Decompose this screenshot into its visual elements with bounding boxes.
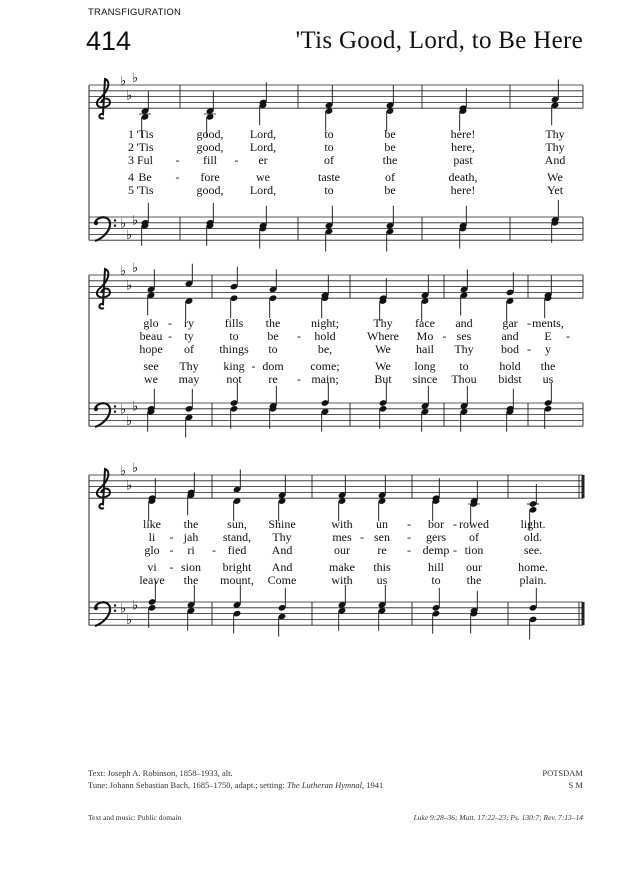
lyric-syllable: Ful (136, 153, 154, 167)
lyric-syllable: gar (502, 316, 518, 330)
lyric-hyphen: - (527, 316, 531, 330)
lyric-syllable: er (258, 153, 268, 167)
lyric-syllable: 'Tis (136, 183, 154, 197)
lyric-syllable: taste (318, 170, 340, 184)
lyric-syllable: fore (200, 170, 220, 184)
lyric-syllable: Where (367, 329, 399, 343)
lyric-syllable: E (544, 329, 552, 343)
lyric-syllable: hold (499, 359, 521, 373)
lyric-syllable: our (466, 560, 482, 574)
lyric-syllable: come; (310, 359, 340, 373)
lyric-syllable: hope (139, 342, 163, 356)
lyric-syllable: sen (374, 530, 390, 544)
lyric-hyphen: - (234, 153, 239, 167)
lyric-hyphen: - (453, 543, 457, 557)
lyric-syllable: to (229, 329, 239, 343)
flat-icon: ♭ (126, 278, 133, 294)
lyric-syllable: stand, (222, 530, 252, 544)
lyric-syllable: fied (227, 543, 247, 557)
bass-clef-icon (95, 217, 110, 241)
lyric-syllable: and (455, 316, 473, 330)
lyric-syllable: of (469, 530, 479, 544)
lyric-syllable: of (324, 153, 334, 167)
lyric-syllable: ses (456, 329, 472, 343)
lyric-syllable: glo (143, 316, 159, 330)
lyric-syllable: face (415, 316, 435, 330)
lyric-hyphen: - (407, 530, 411, 544)
lyric-syllable: mes (332, 530, 352, 544)
lyric-syllable: with (331, 573, 353, 587)
lyric-syllable: Thy (272, 530, 292, 544)
lyric-syllable: death, (448, 170, 478, 184)
lyric-syllable: see. (523, 543, 543, 557)
lyric-syllable: old. (523, 530, 543, 544)
hymn-title: 'Tis Good, Lord, to Be Here (295, 27, 583, 54)
lyric-syllable: hail (416, 342, 434, 356)
lyric-syllable: good, (196, 183, 224, 197)
lyric-hyphen: - (442, 329, 447, 343)
lyric-syllable: bor (428, 517, 444, 531)
lyric-hyphen: - (175, 170, 180, 184)
lyric-syllable: to (268, 342, 278, 356)
lyric-syllable: the (183, 573, 199, 587)
lyric-hyphen: - (169, 543, 174, 557)
lyric-syllable: bright (222, 560, 252, 574)
lyric-syllable: Yet (546, 183, 564, 197)
lyric-syllable: of (385, 170, 395, 184)
bass-clef-dot (114, 411, 116, 413)
lyric-syllable: Thy (454, 342, 474, 356)
scripture-text: Luke 9:28–36; Matt. 17:22–23; Ps. 130:7; Rev. 7:13–14 (413, 813, 583, 822)
lyric-syllable: king (223, 359, 245, 373)
lyric-syllable: be (384, 127, 396, 141)
lyric-syllable: ments, (532, 316, 564, 330)
lyric-syllable: leave (139, 573, 165, 587)
lyric-syllable: bidst (498, 372, 522, 386)
lyric-syllable: We (375, 342, 391, 356)
lyric-syllable: gers (426, 530, 446, 544)
bass-clef-dot (94, 606, 98, 610)
lyric-syllable: the (265, 316, 281, 330)
lyric-syllable: hold (314, 329, 336, 343)
lyric-hyphen: - (168, 316, 172, 330)
lyric-syllable: we (144, 372, 158, 386)
verse-number: 4 (128, 170, 134, 184)
lyric-syllable: Thy (545, 140, 565, 154)
flat-icon: ♭ (132, 213, 139, 229)
lyric-syllable: the (540, 359, 556, 373)
lyric-hyphen: - (169, 530, 174, 544)
lyric-syllable: Thy (373, 316, 393, 330)
bass-clef-dot (94, 407, 98, 411)
lyric-syllable: night; (310, 316, 340, 330)
lyric-syllable: long (414, 359, 436, 373)
lyric-syllable: past (453, 153, 473, 167)
lyric-syllable: Mo (416, 329, 434, 343)
lyric-syllable: Lord, (249, 127, 277, 141)
lyric-hyphen: - (360, 530, 364, 544)
flat-icon: ♭ (126, 478, 133, 494)
flat-icon: ♭ (120, 601, 127, 617)
lyric-hyphen: - (566, 329, 570, 343)
verse-number: 1 (128, 127, 134, 141)
lyric-syllable: re (268, 372, 278, 386)
lyric-syllable: since (412, 372, 438, 386)
bass-clef-icon (95, 602, 110, 626)
flat-icon: ♭ (132, 399, 139, 415)
lyric-syllable: not (226, 372, 242, 386)
lyric-syllable: to (324, 127, 334, 141)
flat-icon: ♭ (126, 613, 133, 629)
lyric-syllable: to (324, 140, 334, 154)
lyric-syllable: li (148, 530, 156, 544)
flat-icon: ♭ (132, 598, 139, 614)
meter: S M (568, 780, 583, 790)
lyric-syllable: 'Tis (136, 140, 154, 154)
lyric-syllable: the (183, 517, 199, 531)
lyric-syllable: ri (187, 543, 195, 557)
lyric-syllable: re (377, 543, 387, 557)
lyric-syllable: home. (518, 560, 548, 574)
lyric-syllable: glo (144, 543, 160, 557)
tune-credit-prefix: Tune: Johann Sebastian Bach, 1685–1750, adapt.; setting: (88, 780, 287, 790)
lyric-syllable: and (501, 329, 519, 343)
section-heading: TRANSFIGURATION (88, 7, 182, 18)
flat-icon: ♭ (120, 74, 127, 90)
bass-clef-dot (114, 610, 116, 612)
lyric-hyphen: - (453, 517, 457, 531)
flat-icon: ♭ (132, 261, 139, 277)
lyric-syllable: jah (183, 530, 199, 544)
verse-number: 3 (128, 153, 134, 167)
lyric-syllable: may (178, 372, 200, 386)
lyric-syllable: things (219, 342, 249, 356)
lyric-hyphen: - (168, 329, 172, 343)
lyric-syllable: us (376, 573, 388, 587)
lyric-syllable: to (459, 359, 469, 373)
flat-icon: ♭ (120, 216, 127, 232)
lyric-syllable: demp (422, 543, 450, 557)
lyric-syllable: bod (501, 342, 519, 356)
lyric-syllable: un (376, 517, 388, 531)
lyric-syllable: fill (203, 153, 217, 167)
lyric-syllable: to (324, 183, 334, 197)
lyric-syllable: dom (262, 359, 284, 373)
lyric-syllable: Thy (545, 127, 565, 141)
lyric-syllable: ry (184, 316, 194, 330)
tune-credit-year: , 1941 (362, 780, 384, 790)
bass-clef-dot (94, 221, 98, 225)
lyric-hyphen: - (297, 329, 301, 343)
lyric-syllable: be (384, 183, 396, 197)
flat-icon: ♭ (126, 228, 133, 244)
lyric-syllable: We (375, 359, 391, 373)
flat-icon: ♭ (120, 402, 127, 418)
lyric-syllable: our (334, 543, 350, 557)
lyric-syllable: here, (451, 140, 475, 154)
lyric-syllable: of (184, 342, 194, 356)
flat-icon: ♭ (132, 461, 139, 477)
flat-icon: ♭ (120, 464, 127, 480)
lyric-hyphen: - (407, 543, 411, 557)
lyric-hyphen: - (175, 153, 180, 167)
lyric-syllable: good, (196, 127, 224, 141)
lyric-syllable: sun, (227, 517, 247, 531)
bass-clef-dot (114, 219, 116, 221)
lyric-syllable: see (143, 359, 159, 373)
lyric-syllable: hill (427, 560, 445, 574)
lyric-syllable: be, (317, 342, 333, 356)
hymn-number: 414 (86, 26, 132, 56)
lyric-syllable: mount, (220, 573, 254, 587)
lyric-syllable: with (331, 517, 353, 531)
tune-credit-source: The Lutheran Hymnal (286, 780, 363, 790)
tune-credit (88, 781, 383, 790)
lyric-syllable: plain. (519, 573, 547, 587)
lyric-syllable: tion (464, 543, 484, 557)
lyric-syllable: 'Tis (136, 127, 154, 141)
lyric-syllable: sion (180, 560, 202, 574)
lyric-syllable: the (466, 573, 482, 587)
lyric-syllable: make (329, 560, 355, 574)
lyric-syllable: be (267, 329, 279, 343)
lyric-syllable: us (542, 372, 554, 386)
lyric-syllable: And (271, 560, 293, 574)
bass-clef-dot (114, 405, 116, 407)
lyric-syllable: ty (184, 329, 194, 343)
lyric-syllable: Shine (268, 517, 296, 531)
bass-clef-dot (114, 225, 116, 227)
lyric-hyphen: - (407, 517, 411, 531)
flat-icon: ♭ (126, 88, 133, 104)
verse-number: 5 (128, 183, 134, 197)
lyric-syllable: good, (196, 140, 224, 154)
lyric-syllable: And (271, 543, 293, 557)
lyric-hyphen: - (212, 543, 216, 557)
lyric-hyphen: - (169, 560, 174, 574)
lyric-syllable: light. (520, 517, 546, 531)
lyric-syllable: Lord, (249, 140, 277, 154)
lyric-syllable: We (547, 170, 563, 184)
lyric-syllable: y (545, 342, 551, 356)
bass-clef-dot (114, 604, 116, 606)
lyric-hyphen: - (251, 359, 256, 373)
lyric-syllable: be (384, 140, 396, 154)
lyric-syllable: here! (450, 127, 476, 141)
lyric-syllable: vi (147, 560, 157, 574)
lyric-syllable: beau (139, 329, 163, 343)
lyric-syllable: Lord, (249, 183, 277, 197)
flat-icon: ♭ (126, 414, 133, 430)
bass-clef-icon (95, 403, 110, 427)
lyric-syllable: fills (224, 316, 244, 330)
lyric-syllable: Thou (451, 372, 477, 386)
lyric-syllable: Be (138, 170, 152, 184)
lyric-syllable: rowed (459, 517, 489, 531)
lyric-hyphen: - (527, 342, 531, 356)
lyric-syllable: to (431, 573, 441, 587)
lyric-syllable: But (374, 372, 392, 386)
lyric-syllable: we (256, 170, 270, 184)
scripture-references (414, 814, 583, 822)
copyright: Text and music: Public domain (88, 813, 182, 822)
flat-icon: ♭ (120, 264, 127, 280)
verse-number: 2 (128, 140, 134, 154)
lyric-syllable: Thy (179, 359, 199, 373)
lyric-syllable: And (544, 153, 566, 167)
tune-name: POTSDAM (542, 768, 583, 778)
lyric-syllable: here! (450, 183, 476, 197)
lyric-syllable: the (382, 153, 398, 167)
lyric-syllable: main; (311, 372, 339, 386)
lyric-syllable: Come (267, 573, 297, 587)
text-credit: Text: Joseph A. Robinson, 1858–1933, alt. (88, 768, 233, 778)
lyric-syllable: like (143, 517, 161, 531)
lyric-hyphen: - (297, 372, 301, 386)
lyric-syllable: this (373, 560, 391, 574)
flat-icon: ♭ (132, 71, 139, 87)
